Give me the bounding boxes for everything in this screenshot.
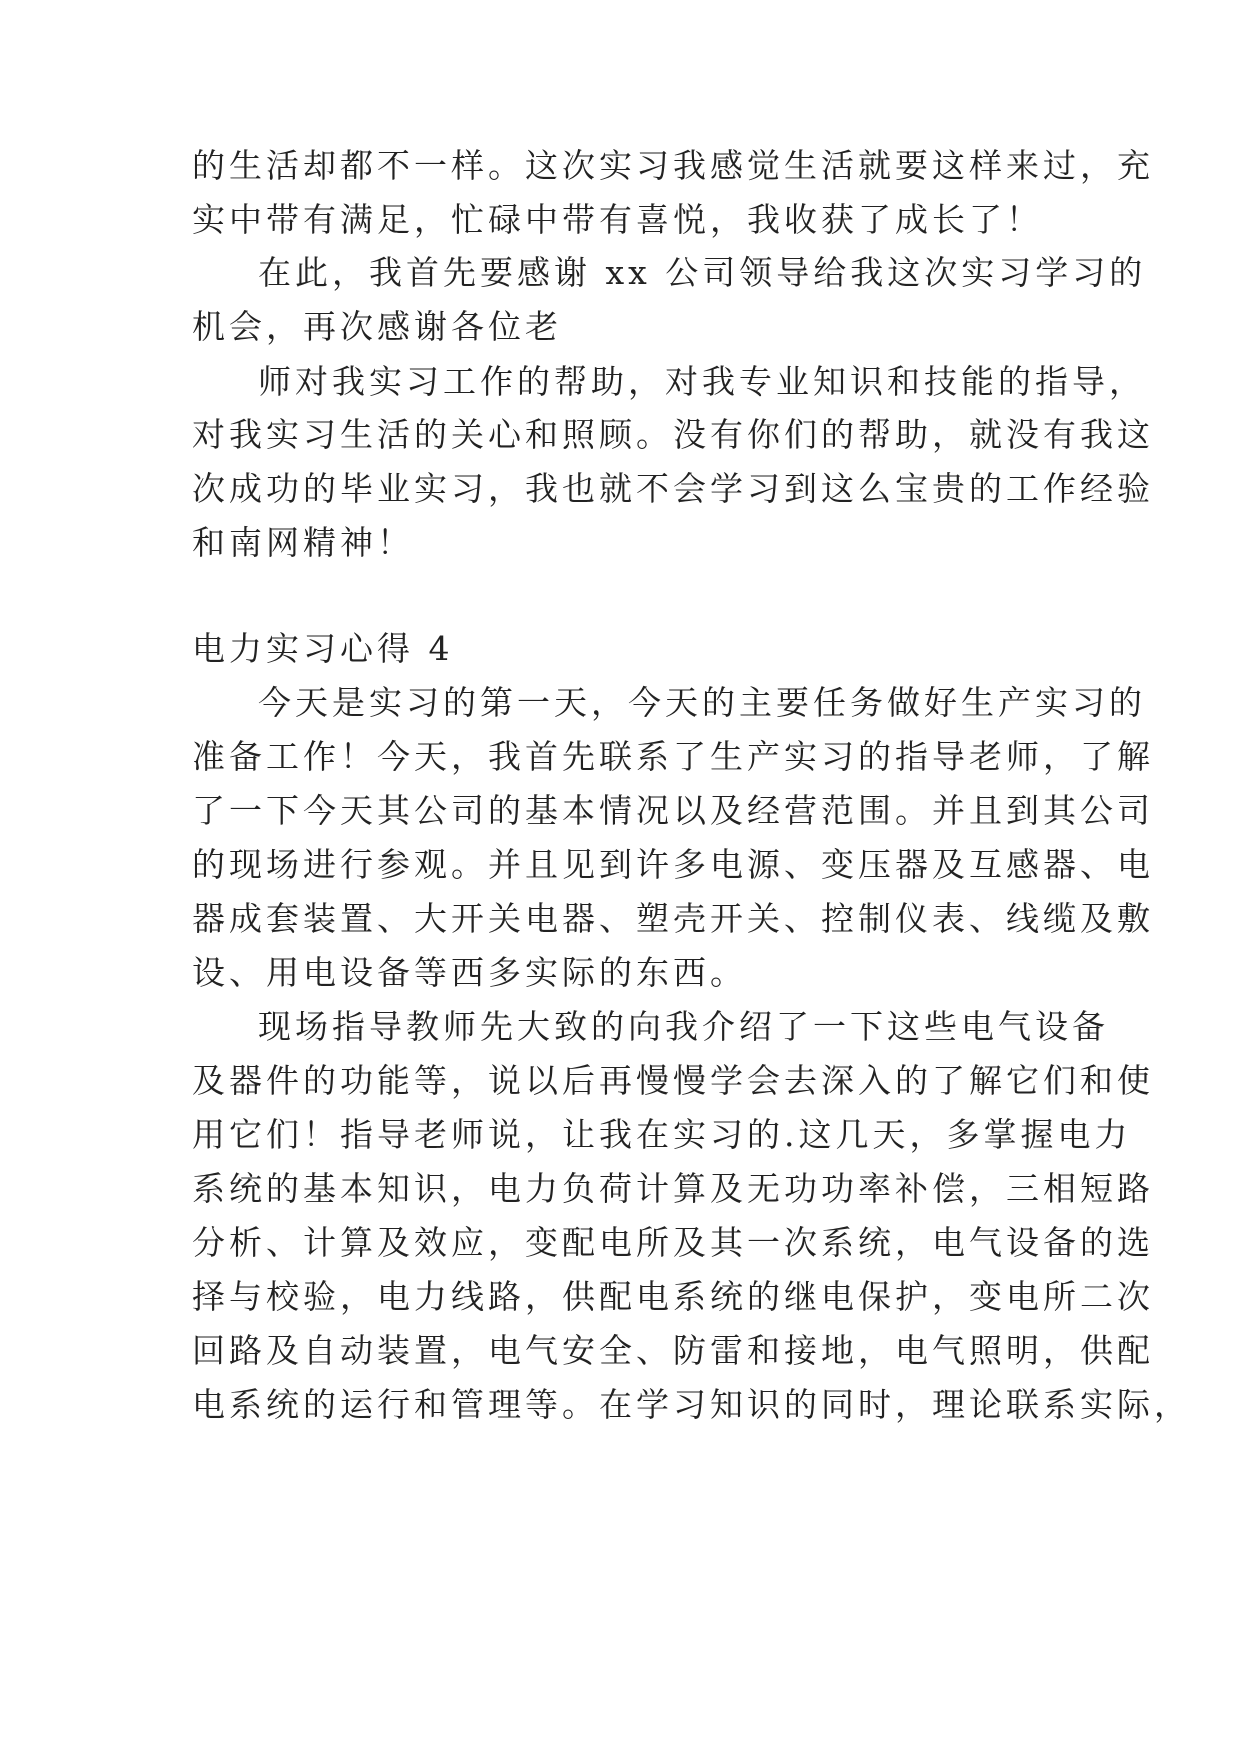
text-line: 的现场进行参观。并且见到许多电源、变压器及互感器、电: [192, 845, 1154, 884]
text-line: 用它们！指导老师说，让我在实习的.这几天，多掌握电力: [192, 1115, 1132, 1154]
text-line: 分析、计算及效应，变配电所及其一次系统，电气设备的选: [192, 1223, 1154, 1262]
text-line: 器成套装置、大开关电器、塑壳开关、控制仪表、线缆及敷: [192, 899, 1154, 938]
text-line: 回路及自动装置，电气安全、防雷和接地，电气照明，供配: [192, 1331, 1154, 1370]
text-line: 准备工作！今天，我首先联系了生产实习的指导老师，了解: [192, 737, 1154, 776]
text-line: 对我实习生活的关心和照顾。没有你们的帮助，就没有我这: [192, 415, 1154, 454]
text-line: 的生活却都不一样。这次实习我感觉生活就要这样来过，充: [192, 146, 1154, 185]
text-line: 择与校验，电力线路，供配电系统的继电保护，变电所二次: [192, 1277, 1154, 1316]
text-line: 电系统的运行和管理等。在学习知识的同时，理论联系实际，: [192, 1385, 1191, 1424]
paragraph-start-line: 师对我实习工作的帮助，对我专业知识和技能的指导，: [258, 362, 1146, 401]
text-line: 设、用电设备等西多实际的东西。: [192, 953, 747, 992]
paragraph-start-line: 今天是实习的第一天，今天的主要任务做好生产实习的: [258, 683, 1146, 722]
text-line: 了一下今天其公司的基本情况以及经营范围。并且到其公司: [192, 791, 1154, 830]
text-line: 次成功的毕业实习，我也就不会学习到这么宝贵的工作经验: [192, 469, 1154, 508]
text-line: 实中带有满足，忙碌中带有喜悦，我收获了成长了！: [192, 200, 1043, 239]
text-line: 机会，再次感谢各位老: [192, 307, 562, 346]
paragraph-start-line: 在此，我首先要感谢 xx 公司领导给我这次实习学习的: [258, 253, 1147, 292]
text-line: 和南网精神！: [192, 523, 414, 562]
text-line: 及器件的功能等，说以后再慢慢学会去深入的了解它们和使: [192, 1061, 1154, 1100]
section-heading: 电力实习心得 4: [192, 629, 454, 668]
text-line: 系统的基本知识，电力负荷计算及无功功率补偿，三相短路: [192, 1169, 1154, 1208]
paragraph-start-line: 现场指导教师先大致的向我介绍了一下这些电气设备: [258, 1007, 1109, 1046]
